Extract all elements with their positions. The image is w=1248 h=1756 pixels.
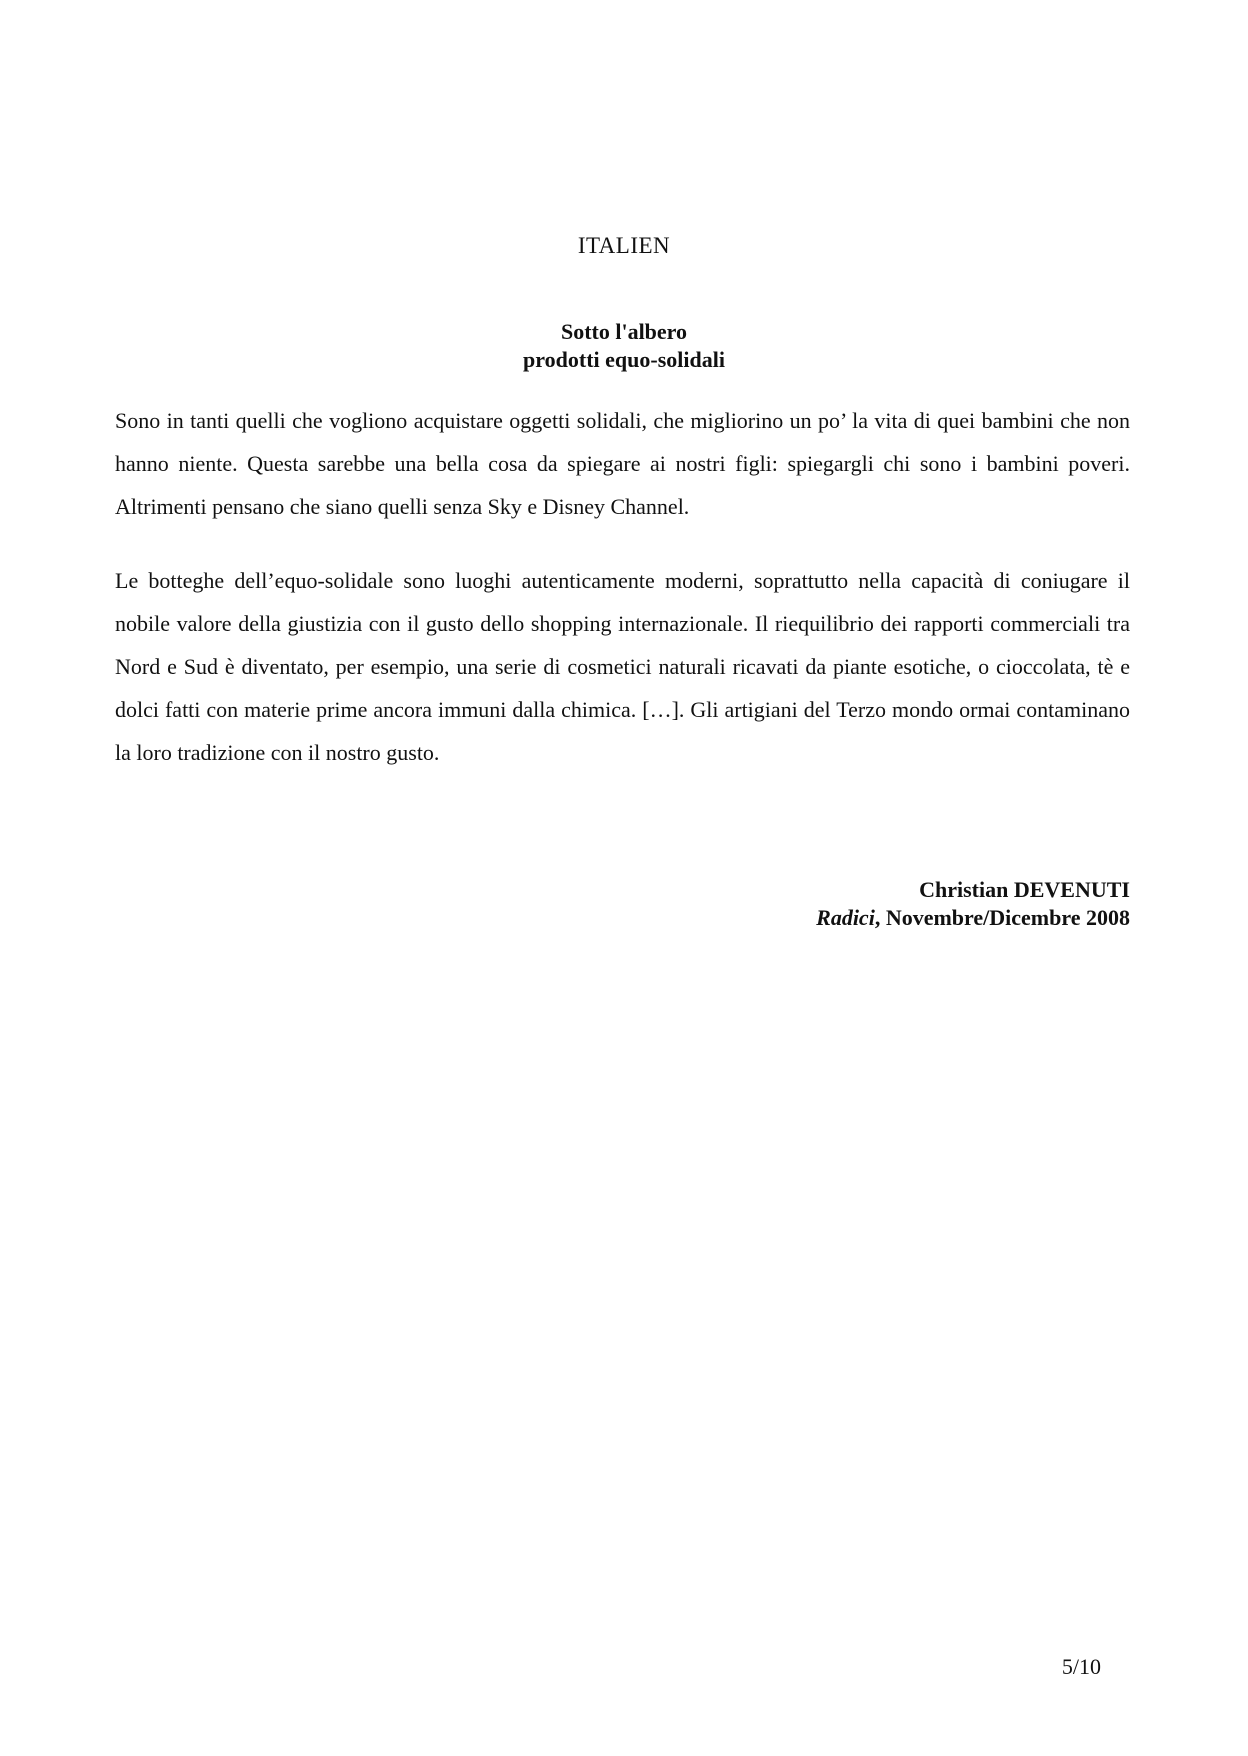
source-citation	[816, 876, 1130, 932]
author-name: Christian DEVENUTI	[919, 877, 1130, 902]
paragraph-2: Le botteghe dell’equo-solidale sono luoghi autenticamente moderni, soprattutto nella capacità di coniugare il nobile valore della giustizia con il gusto dello shopping internazionale. Il riequilibrio dei rapporti commerciali tra Nord e Sud è diventato, per esempio, una serie di cosmetici naturali ricavati da piante esotiche, o cioccolata, tè e dolci fatti con materie prime ancora immuni dalla chimica. […]. Gli artigiani del Terzo mondo ormai contaminano la loro tradizione con il nostro gusto.	[115, 568, 1130, 765]
publication-date: , Novembre/Dicembre 2008	[874, 905, 1130, 930]
paragraph-1: Sono in tanti quelli che vogliono acquistare oggetti solidali, che migliorino un po’ la vita di quei bambini che non hanno niente. Questa sarebbe una bella cosa da spiegare ai nostri figli: spiegargli chi sono i bambini poveri. Altrimenti pensano che siano quelli senza Sky e Disney Channel.	[115, 408, 1130, 519]
publication-line	[816, 904, 1130, 932]
language-heading: ITALIEN	[577, 233, 671, 258]
publication-name: Radici	[816, 905, 875, 930]
article-title-line-1: Sotto l'albero	[560, 319, 688, 344]
article-title-line-2: prodotti equo-solidali	[523, 347, 725, 372]
article-title	[0, 318, 1248, 374]
page-number: 5/10	[1061, 1654, 1101, 1679]
